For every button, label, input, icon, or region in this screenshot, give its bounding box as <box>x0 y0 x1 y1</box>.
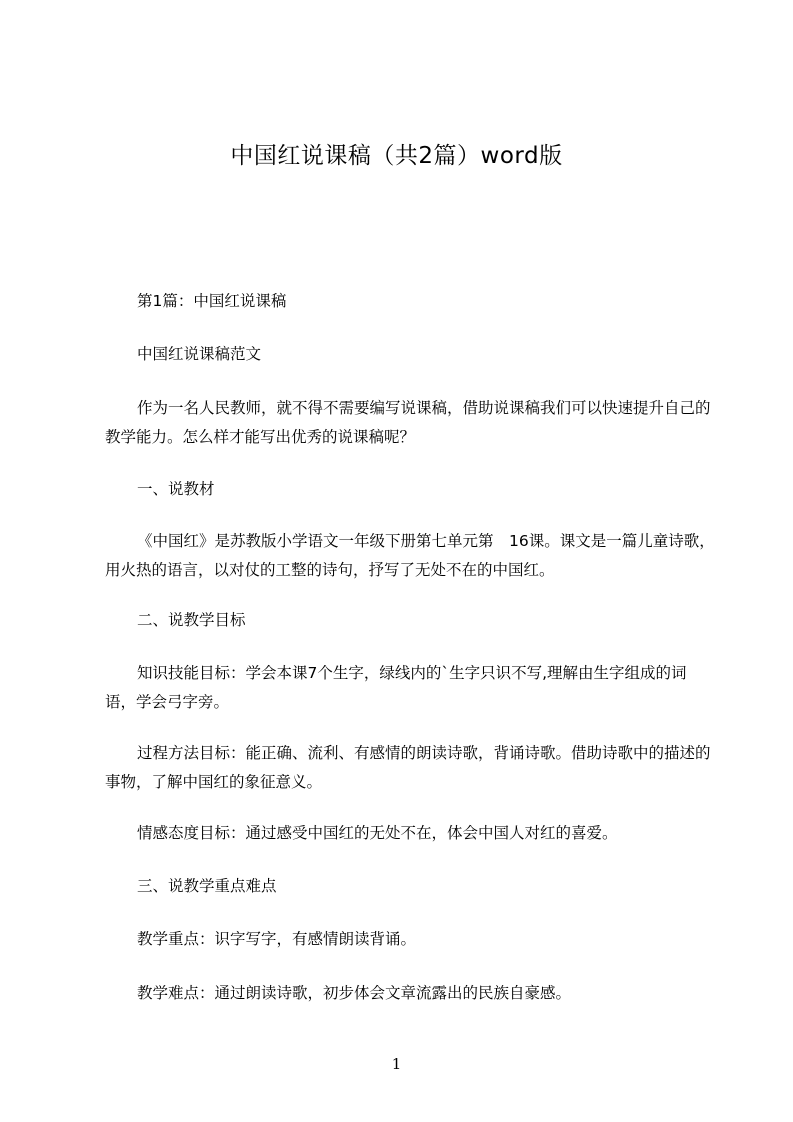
document-title: 中国红说课稿（共2篇）word版 <box>230 143 563 169</box>
textbook-paragraph: 《中国红》是苏教版小学语文一年级下册第七单元第 16课。课文是一篇儿童诗歌，用火热的语言，以对仗的工整的诗句，抒写了无处不在的中国红。 <box>105 532 715 579</box>
heading-key-points: 三、说教学重点难点 <box>137 877 277 895</box>
difficulty-paragraph: 教学难点：通过朗读诗歌，初步体会文章流露出的民族自豪感。 <box>137 984 572 1002</box>
knowledge-goal-paragraph: 知识技能目标：学会本课7个生字，绿线内的`生字只识不写,理解由生字组成的词语，学会弓字旁。 <box>105 664 687 711</box>
key-point-paragraph: 教学重点：识字写字，有感情朗读背诵。 <box>137 930 417 948</box>
emotion-goal-paragraph: 情感态度目标：通过感受中国红的无处不在，体会中国人对红的喜爱。 <box>137 824 618 842</box>
intro-paragraph: 作为一名人民教师，就不得不需要编写说课稿，借助说课稿我们可以快速提升自己的教学能力。怎么样才能写出优秀的说课稿呢？ <box>105 399 711 446</box>
section-heading-part-1: 第1篇：中国红说课稿 <box>137 292 287 310</box>
heading-teaching-goals: 二、说教学目标 <box>137 611 246 629</box>
page-number: 1 <box>391 1055 402 1073</box>
process-goal-paragraph: 过程方法目标：能正确、流利、有感情的朗读诗歌，背诵诗歌。借助诗歌中的描述的事物，了解中国红的象征意义。 <box>105 744 711 791</box>
heading-textbook: 一、说教材 <box>137 480 215 498</box>
subheading-sample-text: 中国红说课稿范文 <box>137 345 262 363</box>
